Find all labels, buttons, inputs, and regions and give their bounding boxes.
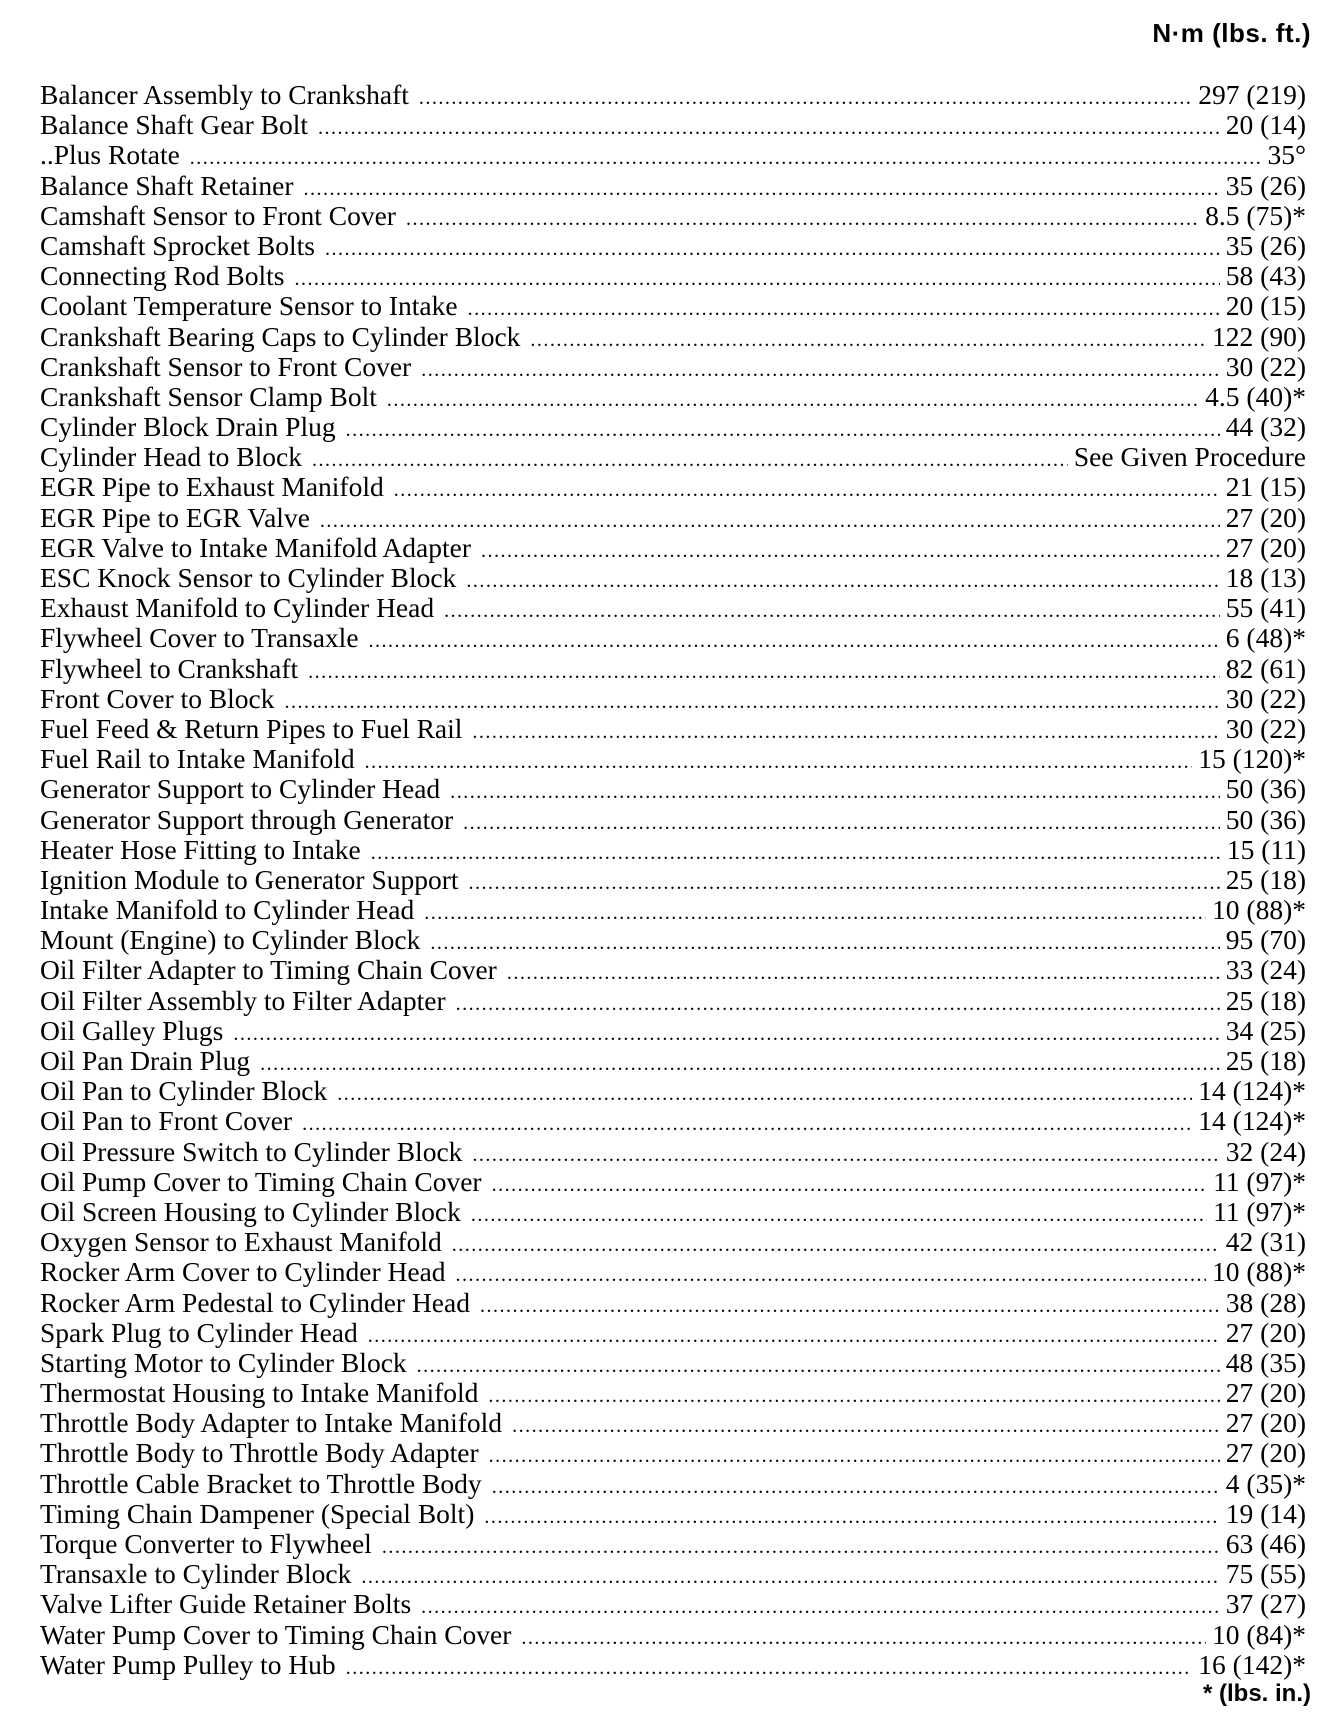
spec-value: 30 (22) (1225, 712, 1306, 744)
spec-name: EGR Valve to Intake Manifold Adapter (40, 531, 471, 563)
spec-name: Starting Motor to Cylinder Block (40, 1346, 407, 1378)
spec-row (40, 1408, 1306, 1438)
spec-name: Generator Support to Cylinder Head (40, 773, 441, 805)
spec-name: Cylinder Head to Block (40, 441, 302, 473)
spec-row (40, 1378, 1306, 1408)
spec-row (40, 684, 1306, 714)
spec-name: Balancer Assembly to Crankshaft (40, 79, 409, 110)
spec-name: Spark Plug to Cylinder Head (40, 1316, 358, 1348)
spec-row (40, 623, 1306, 653)
spec-row (40, 1288, 1306, 1318)
dot-leader (346, 1653, 1193, 1683)
spec-row (40, 1106, 1306, 1136)
spec-row (40, 1559, 1306, 1589)
spec-row (40, 171, 1306, 201)
spec-value: 63 (46) (1225, 1528, 1306, 1559)
spec-name: Throttle Body Adapter to Intake Manifold (40, 1407, 503, 1439)
dot-leader (468, 294, 1220, 324)
spec-name: Camshaft Sprocket Bolts (40, 229, 315, 261)
dot-leader (492, 1170, 1208, 1200)
spec-row (40, 80, 1306, 110)
dot-leader (444, 596, 1220, 626)
spec-name: Generator Support through Generator (40, 803, 454, 835)
dot-leader (463, 808, 1220, 838)
dot-leader (361, 1562, 1219, 1592)
spec-name: Oxygen Sensor to Exhaust Manifold (40, 1226, 442, 1258)
spec-value: 25 (18) (1225, 1045, 1306, 1076)
spec-name: Valve Lifter Guide Retainer Bolts (40, 1588, 412, 1620)
spec-value: 48 (35) (1225, 1346, 1306, 1378)
spec-value: 42 (31) (1225, 1226, 1306, 1258)
spec-row (40, 1167, 1306, 1197)
spec-row (40, 442, 1306, 472)
dot-leader (469, 868, 1220, 898)
spec-value: 35 (26) (1225, 229, 1306, 261)
spec-name: Crankshaft Sensor Clamp Bolt (40, 380, 377, 412)
spec-row (40, 563, 1306, 593)
spec-value: 4.5 (40)* (1205, 380, 1306, 412)
dot-leader (260, 1049, 1220, 1079)
dot-leader (417, 1351, 1220, 1381)
spec-value: 10 (84)* (1212, 1618, 1306, 1650)
spec-value: 30 (22) (1225, 350, 1306, 382)
spec-row (40, 322, 1306, 352)
spec-row (40, 503, 1306, 533)
spec-row (40, 533, 1306, 563)
spec-row (40, 1620, 1306, 1650)
dot-leader (382, 1532, 1220, 1562)
spec-value: 27 (20) (1225, 1407, 1306, 1439)
dot-leader (371, 838, 1221, 868)
spec-value: 14 (124)* (1198, 1075, 1306, 1107)
spec-row (40, 865, 1306, 895)
spec-name: Thermostat Housing to Intake Manifold (40, 1377, 479, 1409)
dot-leader (233, 1019, 1219, 1049)
spec-row (40, 412, 1306, 442)
dot-leader (368, 1321, 1220, 1351)
spec-name: Torque Converter to Flywheel (40, 1528, 372, 1559)
torque-spec-list (40, 80, 1306, 1680)
spec-row (40, 1499, 1306, 1529)
spec-value: 27 (20) (1225, 1437, 1306, 1469)
spec-name: Crankshaft Bearing Caps to Cylinder Block (40, 320, 521, 352)
spec-value: 27 (20) (1225, 501, 1306, 533)
spec-name: ESC Knock Sensor to Cylinder Block (40, 562, 457, 593)
spec-name: Camshaft Sensor to Front Cover (40, 199, 396, 231)
spec-name: Rocker Arm Pedestal to Cylinder Head (40, 1286, 470, 1318)
spec-row (40, 1197, 1306, 1227)
spec-value: 8.5 (75)* (1205, 199, 1306, 231)
spec-value: 27 (20) (1225, 1316, 1306, 1348)
spec-name: Oil Screen Housing to Cylinder Block (40, 1195, 461, 1227)
spec-name: Oil Galley Plugs (40, 1014, 224, 1046)
spec-value: 95 (70) (1225, 924, 1306, 956)
spec-value: 35 (26) (1225, 169, 1306, 201)
spec-value: 10 (88)* (1212, 1256, 1306, 1288)
dot-leader (481, 536, 1220, 566)
dot-leader (521, 1623, 1206, 1653)
spec-name: Flywheel to Crankshaft (40, 652, 299, 684)
spec-row (40, 1348, 1306, 1378)
spec-value: 15 (120)* (1198, 743, 1306, 775)
spec-value: 44 (32) (1225, 411, 1306, 443)
spec-name: Intake Manifold to Cylinder Head (40, 894, 415, 926)
spec-row (40, 1650, 1306, 1680)
dot-leader (387, 385, 1199, 415)
spec-value: 75 (55) (1225, 1558, 1306, 1590)
spec-value: 18 (13) (1225, 562, 1306, 593)
spec-row (40, 1589, 1306, 1619)
dot-leader (471, 1200, 1207, 1230)
spec-name: Oil Pan to Front Cover (40, 1105, 293, 1137)
spec-value: 50 (36) (1225, 773, 1306, 805)
spec-value: 34 (25) (1225, 1014, 1306, 1046)
spec-name: Oil Pump Cover to Timing Chain Cover (40, 1165, 482, 1197)
dot-leader (394, 475, 1220, 505)
dot-leader (472, 1140, 1219, 1170)
dot-leader (456, 1260, 1207, 1290)
dot-leader (507, 958, 1220, 988)
dot-leader (312, 445, 1068, 475)
spec-row (40, 382, 1306, 412)
spec-value: 16 (142)* (1198, 1648, 1306, 1680)
spec-value: 55 (41) (1225, 592, 1306, 624)
spec-name: ..Plus Rotate (40, 139, 180, 171)
spec-value: 20 (14) (1225, 109, 1306, 141)
spec-value: 27 (20) (1225, 531, 1306, 563)
dot-leader (480, 1291, 1220, 1321)
spec-name: Connecting Rod Bolts (40, 260, 285, 292)
spec-name: EGR Pipe to Exhaust Manifold (40, 471, 384, 503)
spec-value: 10 (88)* (1212, 894, 1306, 926)
spec-value: 14 (124)* (1198, 1105, 1306, 1137)
spec-name: Water Pump Pulley to Hub (40, 1648, 336, 1680)
spec-row (40, 835, 1306, 865)
spec-row (40, 352, 1306, 382)
spec-name: Flywheel Cover to Transaxle (40, 622, 359, 654)
dot-leader (337, 1079, 1192, 1109)
spec-value: 50 (36) (1225, 803, 1306, 835)
spec-value: 27 (20) (1225, 1377, 1306, 1409)
spec-name: Cylinder Block Drain Plug (40, 411, 336, 443)
dot-leader (406, 204, 1199, 234)
spec-value: 122 (90) (1212, 320, 1306, 352)
spec-value: 20 (15) (1225, 290, 1306, 322)
spec-row (40, 231, 1306, 261)
spec-row (40, 140, 1306, 170)
dot-leader (456, 989, 1220, 1019)
spec-row (40, 291, 1306, 321)
spec-value: 82 (61) (1225, 652, 1306, 684)
spec-row (40, 1137, 1306, 1167)
dot-leader (530, 325, 1206, 355)
spec-name: Oil Pan to Cylinder Block (40, 1075, 328, 1107)
spec-value: 33 (24) (1225, 954, 1306, 986)
spec-name: Oil Filter Adapter to Timing Chain Cover (40, 954, 497, 986)
spec-value: 11 (97)* (1213, 1165, 1306, 1197)
dot-leader (421, 355, 1220, 385)
spec-row (40, 1469, 1306, 1499)
dot-leader (424, 898, 1206, 928)
spec-row (40, 654, 1306, 684)
spec-row (40, 925, 1306, 955)
spec-value: 35° (1267, 139, 1306, 171)
spec-name: Fuel Rail to Intake Manifold (40, 743, 355, 775)
spec-row (40, 805, 1306, 835)
dot-leader (419, 83, 1192, 113)
spec-value: 297 (219) (1198, 79, 1306, 110)
spec-value: 30 (22) (1225, 682, 1306, 714)
spec-row (40, 744, 1306, 774)
dot-leader (308, 657, 1220, 687)
dot-leader (488, 1381, 1219, 1411)
dot-leader (512, 1411, 1220, 1441)
dot-leader (365, 747, 1193, 777)
spec-value: 37 (27) (1225, 1588, 1306, 1620)
spec-value: 25 (18) (1225, 863, 1306, 895)
dot-leader (452, 1230, 1220, 1260)
spec-row (40, 955, 1306, 985)
spec-row (40, 1257, 1306, 1287)
spec-name: Water Pump Cover to Timing Chain Cover (40, 1618, 512, 1650)
spec-name: Rocker Arm Cover to Cylinder Head (40, 1256, 446, 1288)
spec-row (40, 986, 1306, 1016)
spec-name: Oil Pan Drain Plug (40, 1045, 251, 1076)
dot-leader (369, 626, 1220, 656)
dot-leader (450, 777, 1220, 807)
spec-value: 58 (43) (1225, 260, 1306, 292)
spec-row (40, 1529, 1306, 1559)
spec-row (40, 1016, 1306, 1046)
spec-row (40, 201, 1306, 231)
spec-name: Balance Shaft Retainer (40, 169, 294, 201)
spec-value: 15 (11) (1226, 833, 1306, 865)
spec-row (40, 1076, 1306, 1106)
dot-leader (190, 143, 1262, 173)
spec-name: Crankshaft Sensor to Front Cover (40, 350, 412, 382)
dot-leader (421, 1592, 1220, 1622)
spec-value: 6 (48)* (1225, 622, 1306, 654)
spec-name: Exhaust Manifold to Cylinder Head (40, 592, 435, 624)
dot-leader (466, 566, 1219, 596)
spec-row (40, 774, 1306, 804)
spec-row (40, 1318, 1306, 1348)
spec-name: Ignition Module to Generator Support (40, 863, 459, 895)
spec-name: Transaxle to Cylinder Block (40, 1558, 352, 1590)
spec-value: 19 (14) (1225, 1497, 1306, 1529)
spec-name: Coolant Temperature Sensor to Intake (40, 290, 458, 322)
spec-name: Front Cover to Block (40, 682, 275, 714)
spec-row (40, 110, 1306, 140)
spec-value: 25 (18) (1225, 984, 1306, 1016)
spec-name: Throttle Cable Bracket to Throttle Body (40, 1467, 482, 1499)
spec-name: Fuel Feed & Return Pipes to Fuel Rail (40, 712, 463, 744)
dot-leader (430, 928, 1219, 958)
spec-value: 38 (28) (1225, 1286, 1306, 1318)
dot-leader (489, 1441, 1220, 1471)
spec-row (40, 593, 1306, 623)
dot-leader (325, 234, 1220, 264)
spec-name: Oil Filter Assembly to Filter Adapter (40, 984, 446, 1016)
dot-leader (472, 717, 1219, 747)
dot-leader (492, 1472, 1220, 1502)
spec-row (40, 1227, 1306, 1257)
spec-value: 4 (35)* (1225, 1467, 1306, 1499)
spec-row (40, 895, 1306, 925)
spec-name: Balance Shaft Gear Bolt (40, 109, 309, 141)
spec-name: Timing Chain Dampener (Special Bolt) (40, 1497, 475, 1529)
spec-row (40, 714, 1306, 744)
spec-name: Heater Hose Fitting to Intake (40, 833, 361, 865)
spec-value: 11 (97)* (1213, 1195, 1306, 1227)
spec-name: EGR Pipe to EGR Valve (40, 501, 310, 533)
spec-row (40, 1438, 1306, 1468)
spec-value: See Given Procedure (1073, 441, 1306, 473)
dot-leader (484, 1502, 1219, 1532)
spec-name: Oil Pressure Switch to Cylinder Block (40, 1135, 463, 1167)
dot-leader (304, 174, 1220, 204)
spec-name: Throttle Body to Throttle Body Adapter (40, 1437, 479, 1469)
spec-row (40, 261, 1306, 291)
spec-row (40, 1046, 1306, 1076)
units-header: N·m (lbs. ft.) (1152, 18, 1311, 48)
units-footnote: * (lbs. in.) (1203, 1680, 1311, 1707)
dot-leader (318, 113, 1220, 143)
spec-value: 32 (24) (1225, 1135, 1306, 1167)
spec-value: 21 (15) (1225, 471, 1306, 503)
spec-row (40, 472, 1306, 502)
spec-name: Mount (Engine) to Cylinder Block (40, 924, 421, 956)
